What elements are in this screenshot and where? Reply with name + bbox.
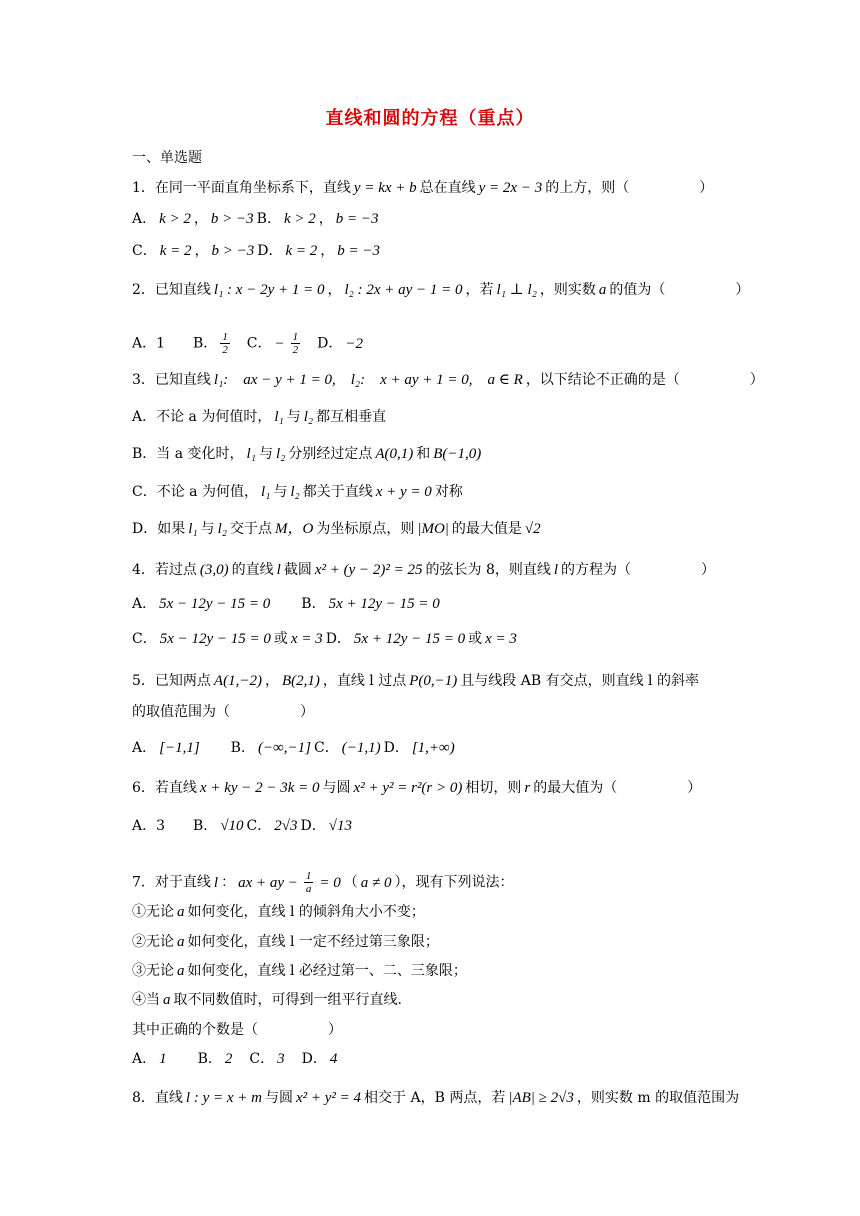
text-run: D． bbox=[300, 818, 326, 834]
math-expression: b > −3 bbox=[210, 211, 254, 227]
text-run: D．如果 bbox=[132, 521, 186, 537]
math-expression: l₂ bbox=[303, 409, 314, 425]
text-run: 都关于直线 bbox=[302, 484, 373, 500]
text-run: C． bbox=[132, 243, 157, 259]
text-run: 分别经过定点 bbox=[288, 446, 373, 462]
math-expression: a bbox=[163, 992, 171, 1008]
text-run: C． bbox=[235, 1051, 275, 1067]
text-line bbox=[132, 870, 514, 895]
text-run: 相切，则 bbox=[465, 780, 522, 796]
math-expression: x = 3 bbox=[485, 631, 517, 647]
text-run: ，直线 l 过点 bbox=[322, 673, 407, 689]
text-run: ①无论 bbox=[132, 904, 174, 920]
text-run: ， bbox=[194, 243, 209, 259]
text-run: 与圆 bbox=[264, 1090, 293, 1106]
math-expression: k > 2 bbox=[159, 211, 191, 227]
section-heading: 一、单选题 bbox=[132, 150, 202, 166]
text-run: ④当 bbox=[132, 992, 160, 1008]
text-line bbox=[132, 702, 314, 722]
math-expression: l bbox=[553, 562, 559, 578]
text-run: D． bbox=[325, 631, 351, 647]
math-expression: k > 2 bbox=[283, 211, 316, 227]
math-expression: − bbox=[274, 335, 285, 352]
text-run: 如何变化，直线 l 一定不经过第三象限； bbox=[187, 934, 439, 950]
math-expression: = 0 bbox=[319, 874, 341, 891]
text-run: C．不论 a 为何值， bbox=[132, 484, 258, 500]
text-run: D． bbox=[303, 335, 343, 352]
text-run: 如何变化，直线 l 的倾斜角大小不变； bbox=[187, 904, 425, 920]
text-run: 的最大值是 bbox=[451, 521, 522, 537]
text-run: 的值为（ ） bbox=[609, 282, 750, 298]
text-run: 3．已知直线 bbox=[132, 372, 211, 388]
math-expression: 5x + 12y − 15 = 0 bbox=[353, 631, 466, 647]
text-run: B． bbox=[202, 740, 255, 756]
math-expression: 3 bbox=[277, 1051, 285, 1067]
text-run: C． bbox=[246, 818, 272, 834]
text-run: 或 bbox=[273, 631, 288, 647]
text-run: ②无论 bbox=[132, 934, 174, 950]
text-run: D． bbox=[383, 740, 409, 756]
text-run: A． bbox=[132, 596, 157, 612]
text-line bbox=[132, 209, 381, 229]
math-expression: a bbox=[598, 282, 607, 298]
text-run: 4．若过点 bbox=[132, 562, 197, 578]
text-run: C． bbox=[132, 631, 157, 647]
text-run: 总在直线 bbox=[419, 180, 476, 196]
math-expression: l₂ bbox=[275, 446, 286, 462]
text-run: ， bbox=[327, 282, 342, 298]
text-line bbox=[132, 1049, 340, 1069]
math-expression: x² + y² = r²(r > 0) bbox=[353, 780, 463, 796]
math-expression: 4 bbox=[329, 1051, 338, 1067]
math-expression: l₁ bbox=[246, 446, 256, 462]
text-run: A．3 B． bbox=[132, 818, 218, 834]
text-line bbox=[132, 331, 366, 356]
text-run: D． bbox=[257, 243, 283, 259]
math-expression: B(2,1) bbox=[281, 673, 320, 689]
math-expression: k = 2 bbox=[159, 243, 192, 259]
math-expression: y = kx + b bbox=[353, 180, 417, 196]
text-run: 的取值范围为（ ） bbox=[132, 704, 314, 720]
text-run: 的弦长为 8，则直线 bbox=[425, 562, 551, 578]
text-line bbox=[132, 1088, 739, 1108]
text-run: A．1 B． bbox=[132, 335, 218, 352]
text-run: （ bbox=[343, 874, 358, 891]
text-line bbox=[132, 519, 544, 539]
math-expression: l₁ : x − 2y + 1 = 0 bbox=[213, 282, 325, 298]
text-run: B． bbox=[256, 211, 281, 227]
text-line bbox=[132, 629, 520, 649]
text-line bbox=[132, 370, 764, 390]
math-expression: A(1,−2) bbox=[213, 673, 262, 689]
math-expression: b = −3 bbox=[337, 243, 381, 259]
math-expression: l₁ bbox=[274, 409, 284, 425]
math-expression: 5x + 12y − 15 = 0 bbox=[328, 596, 440, 612]
text-run: 或 bbox=[468, 631, 483, 647]
text-run: C． bbox=[232, 335, 272, 352]
text-line bbox=[132, 560, 715, 580]
math-expression: −2 bbox=[345, 335, 364, 352]
text-line bbox=[132, 280, 749, 300]
math-expression: (−1,1) bbox=[341, 740, 381, 756]
text-line bbox=[132, 671, 699, 691]
fraction: $\frac{1}{2}$ bbox=[292, 331, 299, 356]
text-run: 其中正确的个数是（ ） bbox=[132, 1022, 342, 1038]
text-run: ， bbox=[193, 211, 208, 227]
text-line bbox=[132, 407, 386, 427]
text-line bbox=[132, 178, 713, 198]
math-expression: √13 bbox=[328, 818, 352, 834]
math-expression: a bbox=[177, 904, 185, 920]
math-expression: l₁ ⊥ l₂ bbox=[496, 282, 537, 298]
math-expression: x² + (y − 2)² = 25 bbox=[314, 562, 423, 578]
math-expression: ax + ay − bbox=[238, 874, 298, 891]
text-run: 的最大值为（ ） bbox=[533, 780, 702, 796]
text-run: 与圆 bbox=[322, 780, 351, 796]
text-run: 如何变化，直线 l 必经过第一、二、三象限； bbox=[187, 963, 467, 979]
math-expression: 1 bbox=[159, 1051, 167, 1067]
text-run: 1．在同一平面直角坐标系下，直线 bbox=[132, 180, 351, 196]
math-expression: [−1,1] bbox=[159, 740, 200, 756]
text-run: 2．已知直线 bbox=[132, 282, 211, 298]
text-line bbox=[132, 902, 425, 922]
text-line bbox=[132, 738, 458, 758]
math-expression: l₂ bbox=[217, 521, 228, 537]
text-run: ： bbox=[221, 874, 236, 891]
math-expression: l : y = x + m bbox=[185, 1090, 262, 1106]
text-run: ， bbox=[318, 211, 333, 227]
text-run: A． bbox=[132, 740, 157, 756]
text-run: ，则实数 m 的取值范围为 bbox=[576, 1090, 740, 1106]
text-line bbox=[132, 594, 443, 614]
text-line bbox=[132, 816, 355, 836]
text-run: 和 bbox=[416, 446, 431, 462]
text-run: C． bbox=[314, 740, 339, 756]
math-expression: P(0,−1) bbox=[409, 673, 458, 689]
text-run: ，则实数 bbox=[539, 282, 596, 298]
math-expression: a bbox=[177, 963, 185, 979]
math-expression: x² + y² = 4 bbox=[295, 1090, 362, 1106]
text-run: 的直线 bbox=[231, 562, 274, 578]
math-expression: l₂ : 2x + ay − 1 = 0 bbox=[344, 282, 463, 298]
math-expression: M，O bbox=[275, 521, 314, 537]
text-run: 为坐标原点，则 bbox=[316, 521, 415, 537]
math-expression: b > −3 bbox=[211, 243, 255, 259]
text-run: A． bbox=[132, 211, 157, 227]
text-run: 8．直线 bbox=[132, 1090, 183, 1106]
math-expression: y = 2x − 3 bbox=[478, 180, 543, 196]
document-title: 直线和圆的方程（重点） bbox=[325, 108, 535, 129]
text-run: 交于点 bbox=[230, 521, 273, 537]
text-run: 对称 bbox=[434, 484, 463, 500]
text-run: ），现有下列说法： bbox=[394, 874, 514, 891]
text-line bbox=[132, 990, 402, 1010]
math-expression: k = 2 bbox=[285, 243, 318, 259]
text-run: ，若 bbox=[465, 282, 494, 298]
math-expression: 5x − 12y − 15 = 0 bbox=[159, 596, 271, 612]
math-expression: l bbox=[213, 874, 219, 891]
text-run: 与 bbox=[286, 409, 301, 425]
math-expression: l₁ bbox=[188, 521, 198, 537]
math-expression: (−∞,−1] bbox=[257, 740, 311, 756]
math-expression: x = 3 bbox=[290, 631, 323, 647]
fraction: $\frac{1}{2}$ bbox=[222, 331, 228, 356]
math-expression: A(0,1) bbox=[375, 446, 414, 462]
math-expression: √10 bbox=[220, 818, 244, 834]
math-expression: |MO| bbox=[417, 521, 449, 537]
math-expression: r bbox=[524, 780, 531, 796]
text-line bbox=[132, 961, 467, 981]
fraction: $\frac{1}{a}$ bbox=[305, 870, 312, 895]
text-run: 的方程为（ ） bbox=[561, 562, 716, 578]
text-run: 与 bbox=[273, 484, 288, 500]
math-expression: l bbox=[276, 562, 281, 578]
math-expression: 2√3 bbox=[274, 818, 298, 834]
math-expression: (3,0) bbox=[199, 562, 229, 578]
text-run: 的上方，则（ ） bbox=[545, 180, 714, 196]
text-run: 5．已知两点 bbox=[132, 673, 211, 689]
text-run: B． bbox=[273, 596, 326, 612]
math-expression: √2 bbox=[524, 521, 541, 537]
text-run: 6．若直线 bbox=[132, 780, 197, 796]
text-line bbox=[132, 932, 439, 952]
text-run: B． bbox=[169, 1051, 222, 1067]
text-run: ， bbox=[264, 673, 279, 689]
text-run: B．当 a 变化时， bbox=[132, 446, 244, 462]
text-run: D． bbox=[287, 1051, 327, 1067]
math-expression: [1,+∞) bbox=[411, 740, 455, 756]
math-expression: |AB| ≥ 2√3 bbox=[508, 1090, 574, 1106]
text-run: 且与线段 AB 有交点，则直线 l 的斜率 bbox=[460, 673, 699, 689]
text-run: ，以下结论不正确的是（ ） bbox=[525, 372, 764, 388]
text-line bbox=[132, 241, 383, 261]
text-run: 取不同数值时，可得到一组平行直线. bbox=[173, 992, 402, 1008]
text-run: ， bbox=[320, 243, 335, 259]
text-line bbox=[132, 778, 701, 798]
text-line bbox=[132, 444, 484, 464]
text-run: ③无论 bbox=[132, 963, 174, 979]
text-line bbox=[132, 482, 463, 502]
math-expression: l₂ bbox=[290, 484, 300, 500]
math-expression: a ≠ 0 bbox=[360, 874, 392, 891]
text-run: 都互相垂直 bbox=[316, 409, 387, 425]
math-expression: l₁: ax − y + 1 = 0, l₂: x + ay + 1 = 0, a ∈ R bbox=[213, 372, 523, 388]
text-run: 截圆 bbox=[283, 562, 312, 578]
math-expression: 5x − 12y − 15 = 0 bbox=[159, 631, 271, 647]
text-run: 7．对于直线 bbox=[132, 874, 211, 891]
text-run: 与 bbox=[200, 521, 215, 537]
math-expression: b = −3 bbox=[335, 211, 379, 227]
math-expression: l₁ bbox=[260, 484, 271, 500]
math-expression: 2 bbox=[224, 1051, 233, 1067]
text-run: 相交于 A，B 两点，若 bbox=[364, 1090, 506, 1106]
math-expression: a bbox=[177, 934, 185, 950]
text-run: A． bbox=[132, 1051, 157, 1067]
math-expression: B(−1,0) bbox=[433, 446, 482, 462]
math-expression: x + ky − 2 − 3k = 0 bbox=[199, 780, 320, 796]
text-run: A．不论 a 为何值时， bbox=[132, 409, 272, 425]
text-line bbox=[132, 1020, 342, 1040]
math-expression: x + y = 0 bbox=[375, 484, 432, 500]
text-run: 与 bbox=[258, 446, 273, 462]
